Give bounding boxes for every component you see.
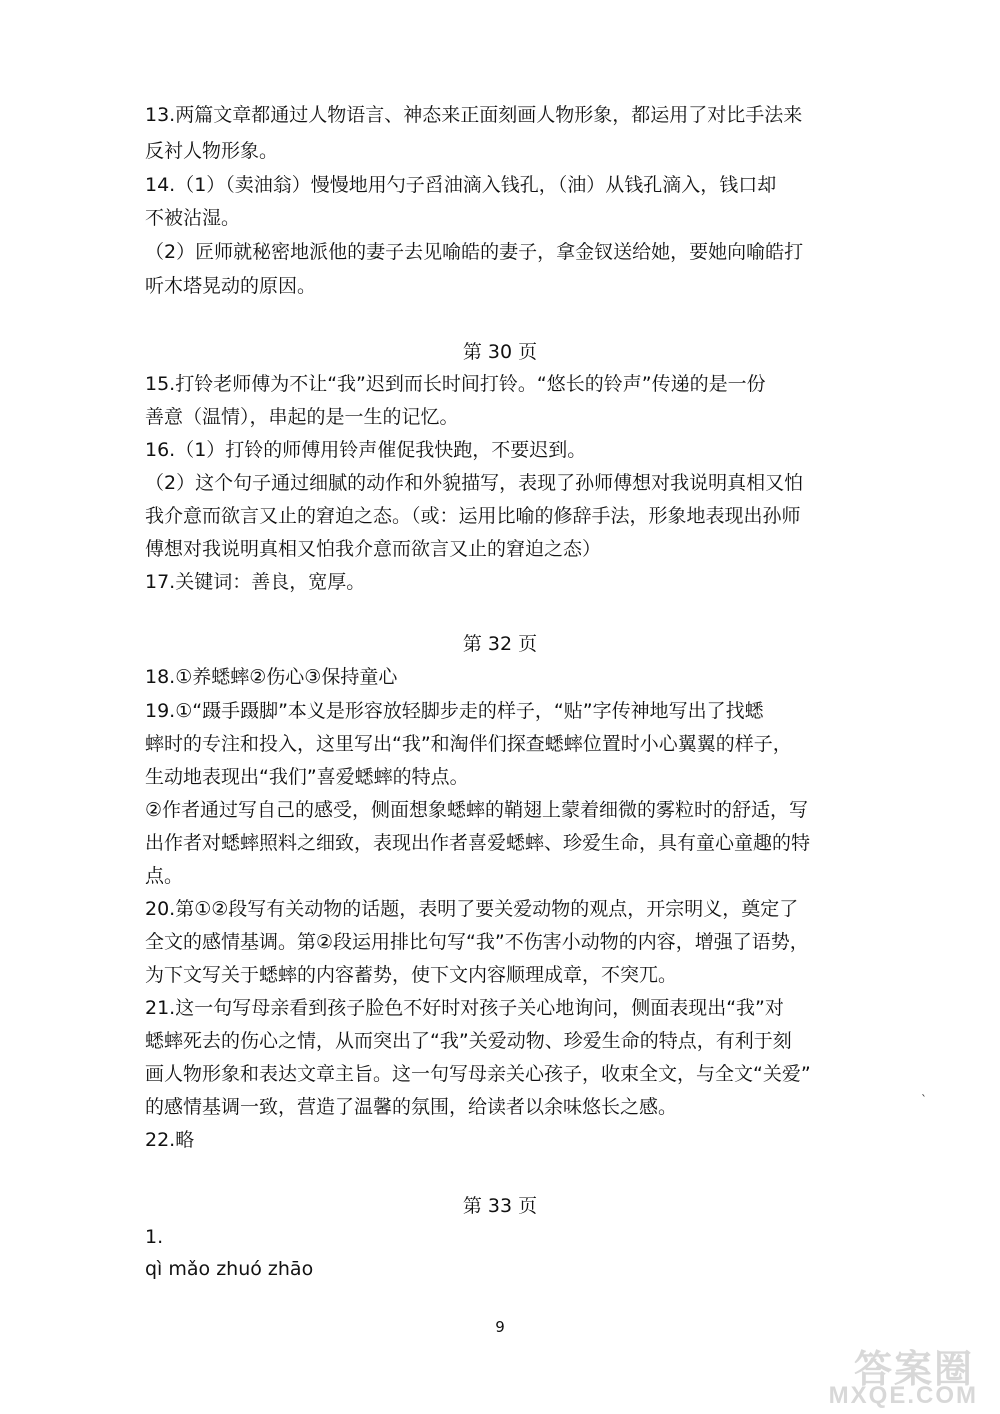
watermark-cn: 答案圈 <box>853 1349 974 1391</box>
section-heading: 第 30 页 <box>462 341 538 363</box>
text-line: 17.关键词：善良，宽厚。 <box>145 571 366 593</box>
text-line: 18.①养蟋蟀②伤心③保持童心 <box>145 666 398 688</box>
text-line: 生动地表现出“我们”喜爱蟋蟀的特点。 <box>145 766 469 788</box>
text-line: 14.（1）（卖油翁）慢慢地用勺子舀油滴入钱孔，（油）从钱孔滴入，钱口却 <box>145 174 777 196</box>
text-line: 傅想对我说明真相又怕我介意而欲言又止的窘迫之态） <box>145 538 602 560</box>
text-line: 画人物形象和表达文章主旨。这一句写母亲关心孩子，收束全文，与全文“关爱” <box>145 1063 811 1085</box>
text-line: 蟀时的专注和投入，这里写出“我”和淘伴们探查蟋蟀位置时小心翼翼的样子， <box>145 733 792 755</box>
text-line: 点。 <box>145 865 184 887</box>
watermark-logo <box>772 1338 982 1410</box>
text-line: （2）匠师就秘密地派他的妻子去见喻皓的妻子，拿金钗送给她，要她向喻皓打 <box>145 241 804 263</box>
text-line: 为下文写关于蟋蟀的内容蓄势，使下文内容顺理成章，不突兀。 <box>145 964 678 986</box>
text-line: 16.（1）打铃的师傅用铃声催促我快跑，不要迟到。 <box>145 439 587 461</box>
text-line: ②作者通过写自己的感受，侧面想象蟋蟀的鞘翅上蒙着细微的雾粒时的舒适，写 <box>145 799 809 821</box>
text-line: qì mǎo zhuó zhāo <box>145 1258 314 1280</box>
text-line: 出作者对蟋蟀照料之细致，表现出作者喜爱蟋蟀、珍爱生命，具有童心童趣的特 <box>145 832 811 854</box>
text-line: 20.第①②段写有关动物的话题，表明了要关爱动物的观点，开宗明义，奠定了 <box>145 898 799 920</box>
text-line: 我介意而欲言又止的窘迫之态。（或：运用比喻的修辞手法，形象地表现出孙师 <box>145 505 801 527</box>
watermark-en: MXQE.COM <box>828 1382 978 1409</box>
text-line: 1. <box>145 1226 164 1248</box>
text-line: 的感情基调一致，营造了温馨的氛围，给读者以余味悠长之感。 <box>145 1096 678 1118</box>
text-line: 15.打铃老师傅为不让“我”迟到而长时间打铃。“悠长的铃声”传递的是一份 <box>145 373 766 395</box>
text-line: 反衬人物形象。 <box>145 140 279 162</box>
section-heading: 第 33 页 <box>462 1195 538 1217</box>
text-line: 善意（温情），串起的是一生的记忆。 <box>145 406 459 428</box>
text-line: 21.这一句写母亲看到孩子脸色不好时对孩子关心地询问，侧面表现出“我”对 <box>145 997 784 1019</box>
text-line: 13.两篇文章都通过人物语言、神态来正面刻画人物形象，都运用了对比手法来 <box>145 104 803 126</box>
text-line: （2）这个句子通过细腻的动作和外貌描写，表现了孙师傅想对我说明真相又怕 <box>145 472 804 494</box>
text-line: 不被沾湿。 <box>145 207 241 229</box>
text-line: 19.①“蹑手蹑脚”本义是形容放轻脚步走的样子，“贴”字传神地写出了找蟋 <box>145 700 764 722</box>
text-line: 22.略 <box>145 1129 195 1151</box>
stray-mark: ˋ <box>921 1093 927 1107</box>
section-heading: 第 32 页 <box>462 633 538 655</box>
text-line: 全文的感情基调。第②段运用排比句写“我”不伤害小动物的内容，增强了语势， <box>145 931 809 953</box>
text-line: 蟋蟀死去的伤心之情，从而突出了“我”关爱动物、珍爱生命的特点，有利于刻 <box>145 1030 792 1052</box>
text-line: 听木塔晃动的原因。 <box>145 275 317 297</box>
page-number: 9 <box>495 1318 505 1336</box>
